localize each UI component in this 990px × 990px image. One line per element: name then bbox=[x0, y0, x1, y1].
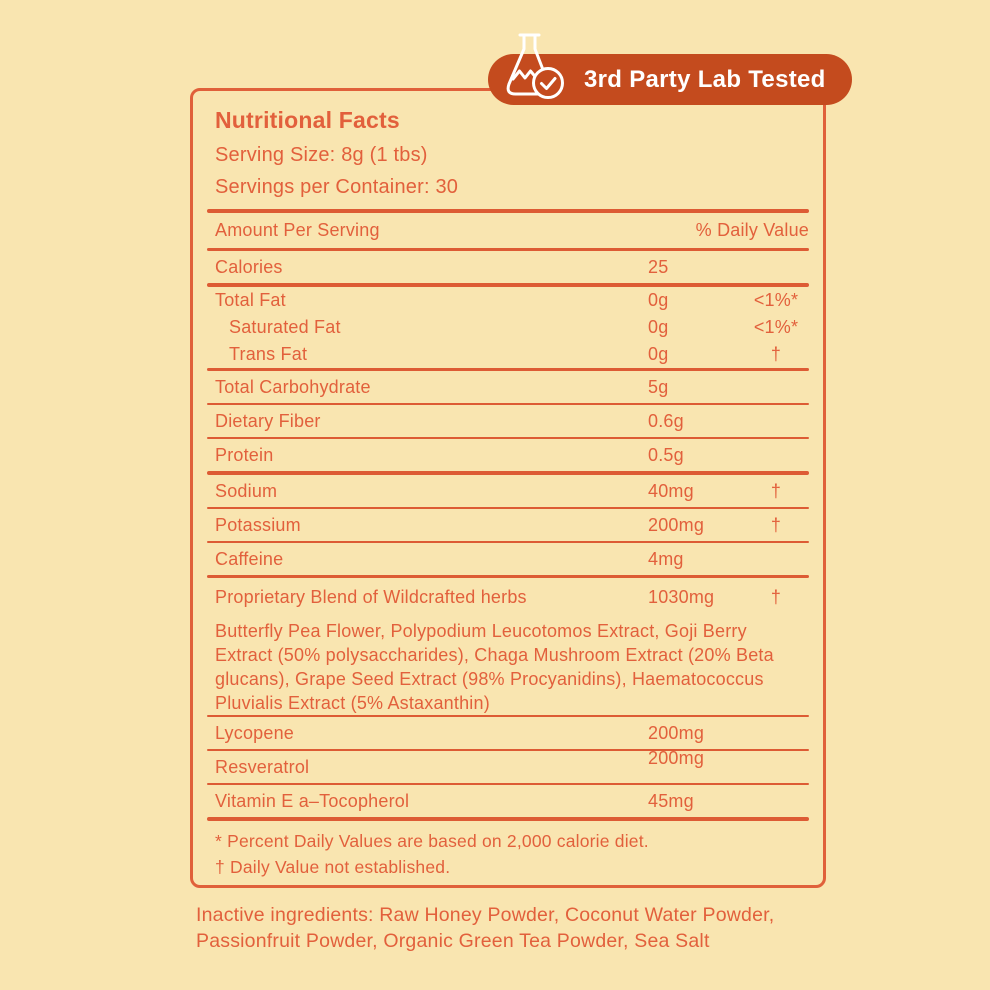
row-vitamin-e bbox=[207, 785, 809, 817]
nutrient-label: Lycopene bbox=[215, 723, 294, 743]
nutrition-facts-card bbox=[190, 88, 826, 888]
nutrient-amount: 45mg bbox=[648, 791, 694, 811]
row-caffeine bbox=[207, 543, 809, 575]
row-resveratrol bbox=[207, 748, 809, 783]
row-saturated-fat bbox=[207, 314, 809, 341]
footnote-percent-daily-value: * Percent Daily Values are based on 2,000 calorie diet. bbox=[215, 830, 649, 851]
nutrient-label: Dietary Fiber bbox=[215, 411, 321, 431]
nutrient-label: Proprietary Blend of Wildcrafted herbs bbox=[215, 587, 527, 607]
row-trans-fat bbox=[207, 341, 809, 368]
table-header bbox=[207, 213, 809, 248]
label-header bbox=[207, 101, 809, 209]
nutrient-daily-value: <1%* bbox=[753, 317, 799, 337]
column-header-amount: Amount Per Serving bbox=[215, 219, 380, 240]
nutrient-amount: 0g bbox=[648, 344, 669, 364]
servings-per-container: Servings per Container: 30 bbox=[215, 176, 459, 198]
nutrient-amount: 25 bbox=[648, 257, 669, 277]
nutrient-label: Vitamin E a–Tocopherol bbox=[215, 791, 410, 811]
lab-tested-badge bbox=[488, 54, 852, 105]
nutrient-amount: 200mg bbox=[648, 514, 705, 535]
nutrient-label: Sodium bbox=[215, 480, 278, 501]
nutrient-amount: 4mg bbox=[648, 548, 684, 569]
nutrient-label: Potassium bbox=[215, 514, 301, 535]
nutrient-label: Calories bbox=[215, 257, 283, 277]
lab-flask-check-icon bbox=[497, 33, 569, 101]
nutrient-daily-value: † bbox=[770, 344, 782, 364]
row-proprietary-blend bbox=[207, 578, 809, 616]
nutrient-amount: 5g bbox=[648, 377, 669, 397]
nutrient-label: Caffeine bbox=[215, 548, 284, 569]
inactive-ingredients: Inactive ingredients: Raw Honey Powder, Coconut Water Powder, Passionfruit Powder, Organic Green Tea Powder, Sea Salt bbox=[196, 904, 775, 952]
blend-description: Butterfly Pea Flower, Polypodium Leucotomos Extract, Goji Berry Extract (50% polysaccharides), Chaga Mushroom Extract (20% Beta glucans), Grape Seed Extract (98% Procyanidins), Haematococcus Pluvialis Extract (5% Astaxanthin) bbox=[215, 621, 774, 713]
nutrient-amount: 0.6g bbox=[648, 411, 684, 431]
nutrient-amount: 1030mg bbox=[648, 587, 715, 607]
nutrient-amount: 200mg bbox=[648, 723, 705, 743]
nutrient-label: Resveratrol bbox=[215, 757, 310, 777]
nutrient-amount: 40mg bbox=[648, 480, 694, 501]
footnotes bbox=[207, 821, 809, 880]
row-protein bbox=[207, 439, 809, 471]
nutrient-amount: 0g bbox=[648, 317, 669, 337]
row-lycopene bbox=[207, 717, 809, 749]
nutrient-label: Protein bbox=[215, 445, 274, 465]
serving-size: Serving Size: 8g (1 tbs) bbox=[215, 144, 428, 166]
row-calories bbox=[207, 251, 809, 283]
nutrient-amount: 0g bbox=[648, 290, 669, 310]
check-circle bbox=[534, 69, 563, 98]
nutrient-daily-value: † bbox=[770, 480, 782, 501]
row-sodium bbox=[207, 475, 809, 507]
nutrient-daily-value: † bbox=[770, 587, 782, 607]
nutrient-daily-value: † bbox=[770, 514, 782, 535]
row-potassium bbox=[207, 509, 809, 541]
flask-liquid-wave bbox=[513, 71, 536, 79]
column-header-daily-value: % Daily Value bbox=[695, 219, 809, 240]
nutrient-label: Total Carbohydrate bbox=[215, 377, 371, 397]
nutrient-label: Total Fat bbox=[215, 290, 286, 310]
row-total-carbohydrate bbox=[207, 371, 809, 403]
nutrient-label: Trans Fat bbox=[229, 344, 308, 364]
nutrient-label: Saturated Fat bbox=[229, 317, 341, 337]
footnote-daily-value-not-established: † Daily Value not established. bbox=[215, 856, 451, 877]
lab-tested-badge-label: 3rd Party Lab Tested bbox=[584, 65, 826, 93]
nutrition-title: Nutritional Facts bbox=[215, 107, 400, 133]
row-total-fat bbox=[207, 287, 809, 314]
nutrient-amount: 200mg bbox=[648, 748, 705, 768]
nutrient-amount: 0.5g bbox=[648, 445, 684, 465]
nutrient-daily-value: <1%* bbox=[753, 290, 799, 310]
row-dietary-fiber bbox=[207, 405, 809, 437]
